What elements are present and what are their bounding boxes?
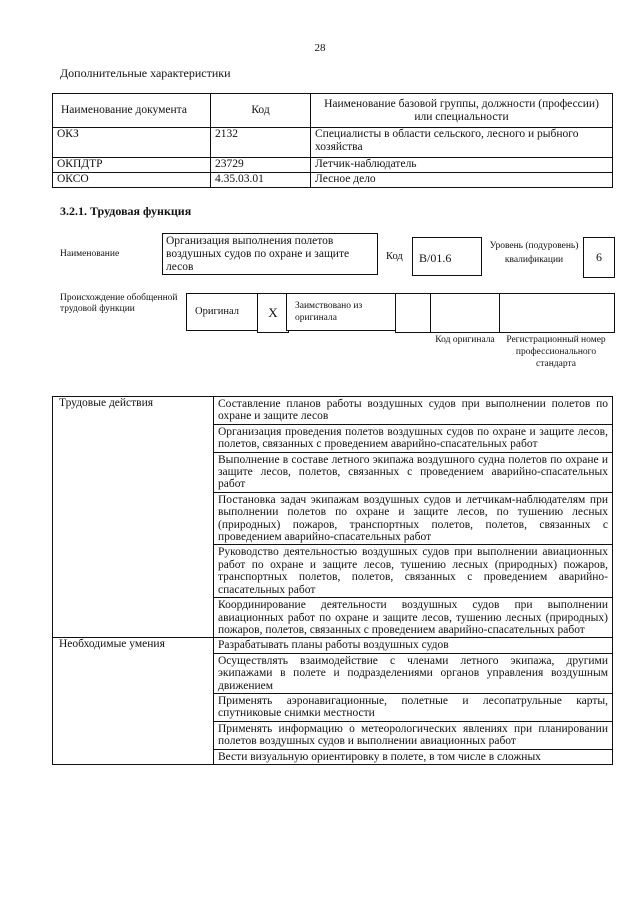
actions-label: Трудовые действия xyxy=(53,397,214,638)
table-row xyxy=(53,397,613,425)
function-code-box: В/01.6 xyxy=(412,237,482,276)
cell-name: Специалисты в области сельского, лесного и рыбного хозяйства xyxy=(311,128,613,158)
skill-item: Осуществлять взаимодействие с членами летного экипажа, другими экипажами в полете и подразделениями органов управления воздушным движением xyxy=(214,653,613,693)
page-number: 28 xyxy=(314,42,326,54)
classifier-table xyxy=(52,93,613,188)
section-title: 3.2.1. Трудовая функция xyxy=(60,204,192,218)
cell-name: Лесное дело xyxy=(311,173,613,188)
cell-doc: ОКСО xyxy=(53,173,211,188)
cell-doc: ОКПДТР xyxy=(53,158,211,173)
skills-label: Необходимые умения xyxy=(53,638,214,765)
cell-code: 23729 xyxy=(211,158,311,173)
original-box: Оригинал xyxy=(186,293,258,331)
skill-item: Применять информацию о метеорологических явлениях при планировании полетов воздушных судов и выполнении авиационных работ xyxy=(214,721,613,749)
table-header-row xyxy=(53,94,613,128)
cell-name: Летчик-наблюдатель xyxy=(311,158,613,173)
header-code: Код xyxy=(211,94,311,128)
action-item: Составление планов работы воздушных судов при выполнении полетов по охране и защите лесов xyxy=(214,397,613,425)
level-label: Уровень (подуровень) квалификации xyxy=(489,241,579,265)
table-row xyxy=(53,638,613,653)
action-item: Координирование деятельности воздушных судов при выполнении авиационных работ по охране и защите лесов, тушению лесных (природных) пожаров, полетов, связанных с проведением аварийно-спасательных работ xyxy=(214,598,613,638)
reg-number-box xyxy=(499,293,615,333)
cell-doc: ОКЗ xyxy=(53,128,211,158)
skill-item: Вести визуальную ориентировку в полете, в том числе в сложных xyxy=(214,749,613,764)
borrowed-box: Заимствовано из оригинала xyxy=(286,293,396,331)
header-group-name: Наименование базовой группы, должности (профессии) или специальности xyxy=(311,94,613,128)
header-document: Наименование документа xyxy=(53,94,211,128)
original-mark-box: X xyxy=(257,293,289,333)
table-row xyxy=(53,158,613,173)
cell-code: 2132 xyxy=(211,128,311,158)
table-row xyxy=(53,128,613,158)
labor-table xyxy=(52,396,613,765)
action-item: Организация проведения полетов воздушных судов по охране и защите лесов, полетов, связанных с проведением аварийно-спасательных работ xyxy=(214,424,613,452)
name-label: Наименование xyxy=(60,249,120,259)
additional-characteristics-title: Дополнительные характеристики xyxy=(60,66,231,80)
level-box: 6 xyxy=(583,237,615,278)
cell-code: 4.35.03.01 xyxy=(211,173,311,188)
action-item: Выполнение в составе летного экипажа воздушного судна полетов по охране и защите лесов, полетов, связанных с проведением аварийно-спасательных работ xyxy=(214,452,613,492)
function-name-box: Организация выполнения полетов воздушных судов по охране и защите лесов xyxy=(162,233,378,275)
skill-item: Применять аэронавигационные, полетные и лесопатрульные карты, спутниковые снимки местности xyxy=(214,693,613,721)
code-original-label: Код оригинала xyxy=(435,335,495,345)
action-item: Руководство деятельностью воздушных судов при выполнении авиационных работ по охране и защите лесов, тушению лесных (природных) пожаров, транспортных полетов, полетов, связанных с проведением аварийно-спасательных работ xyxy=(214,545,613,598)
code-original-box xyxy=(430,293,502,333)
action-item: Постановка задач экипажам воздушных судов и летчикам-наблюдателям при выполнении полетов по охране и защите лесов, по тушению лесных (природных) пожаров, транспортных полетов, полетов, связанных с проведением аварийно-спасательных работ xyxy=(214,492,613,545)
code-label: Код xyxy=(386,251,403,262)
table-row xyxy=(53,173,613,188)
skill-item: Разрабатывать планы работы воздушных судов xyxy=(214,638,613,653)
borrowed-mark-box xyxy=(395,293,433,333)
origin-label: Происхождение обобщенной трудовой функции xyxy=(60,293,178,314)
reg-number-label: Регистрационный номер профессионального стандарта xyxy=(506,335,606,369)
